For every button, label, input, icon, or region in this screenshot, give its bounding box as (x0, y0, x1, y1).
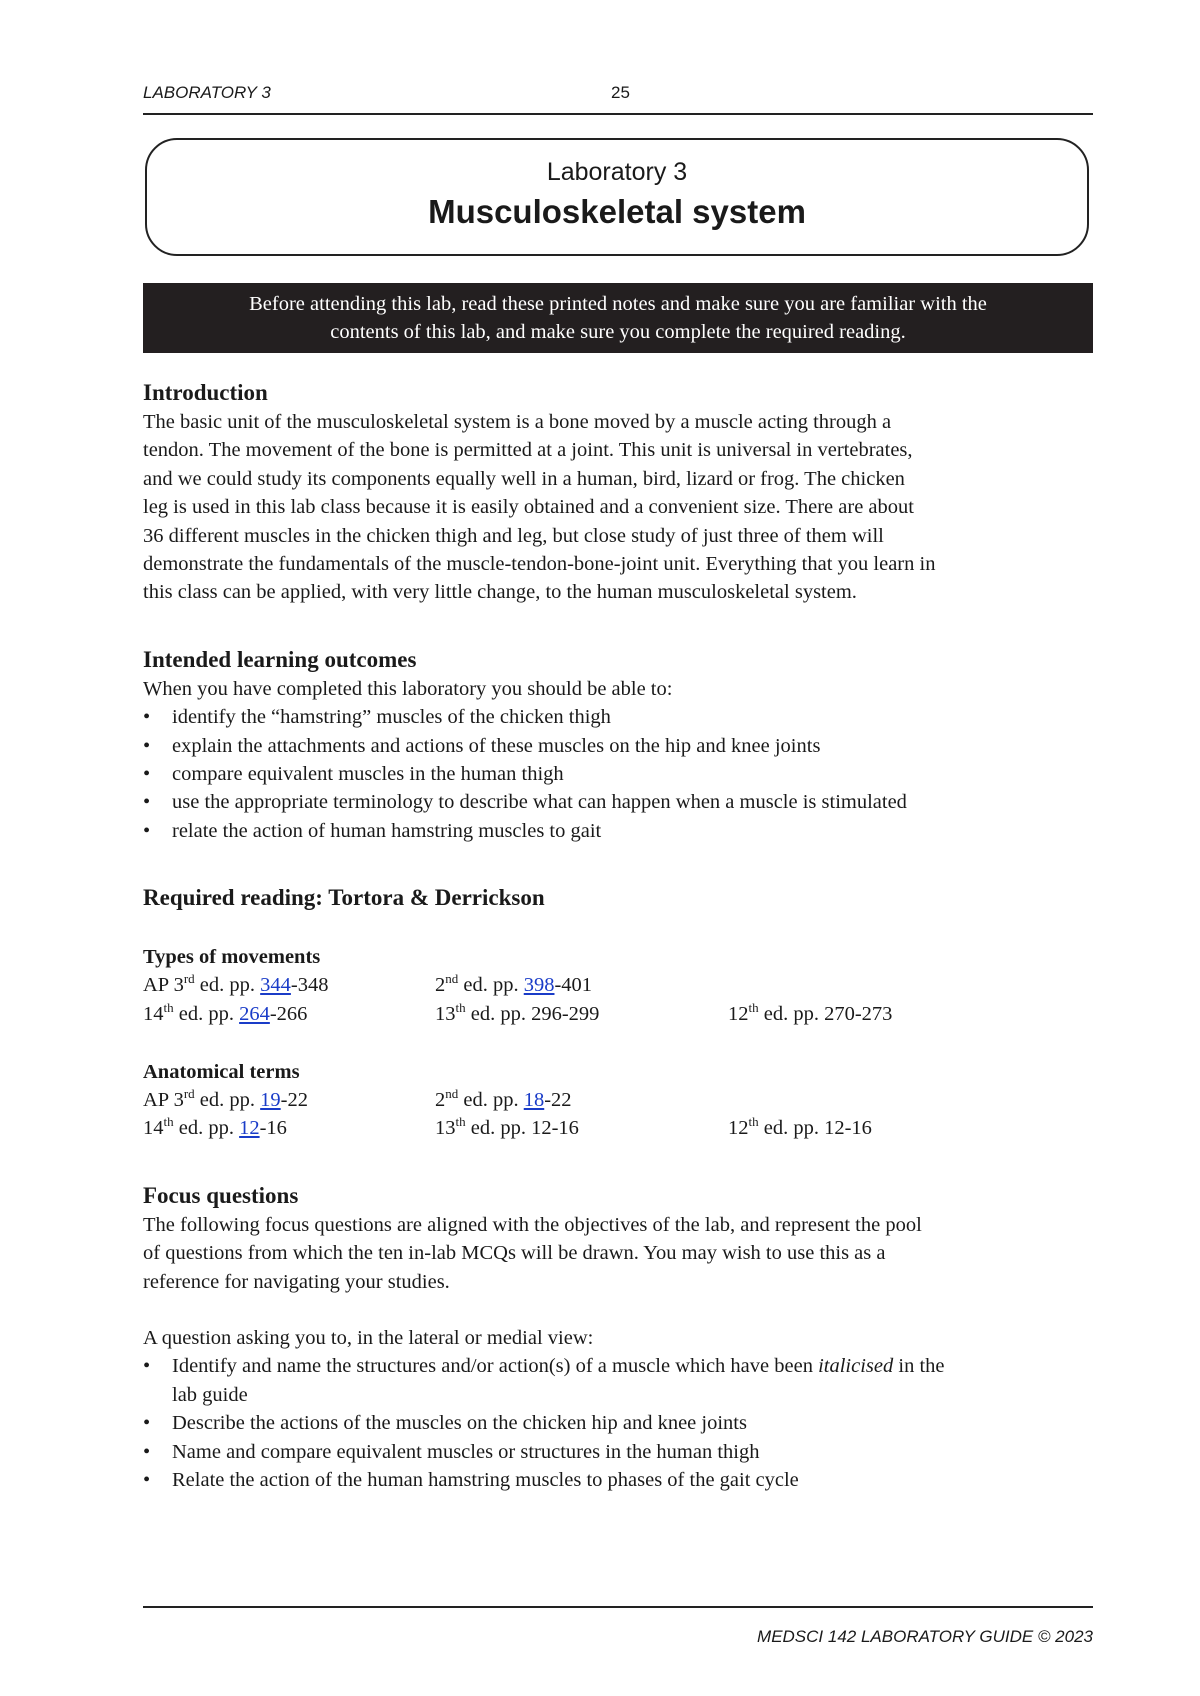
bullet-icon: • (143, 791, 151, 814)
header-rule (143, 113, 1093, 115)
reading-ref: AP 3rd ed. pp. 344-348 (143, 971, 329, 997)
reading-ref: AP 3rd ed. pp. 19-22 (143, 1086, 308, 1112)
bullet-icon: • (143, 706, 151, 729)
page-number: 25 (611, 83, 630, 102)
introduction-section (143, 378, 1098, 607)
paragraph-line: The basic unit of the musculoskeletal system is a bone moved by a muscle acting through a (143, 411, 892, 433)
section-heading: Intended learning outcomes (143, 646, 417, 672)
notice-line: contents of this lab, and make sure you complete the required reading. (330, 321, 906, 343)
focus-questions-section (143, 1181, 1098, 1495)
page-link[interactable]: 344 (260, 974, 291, 997)
main-content (143, 378, 1098, 1495)
reading-ref: 12th ed. pp. 12-16 (728, 1114, 872, 1140)
page-link[interactable]: 12 (239, 1117, 260, 1140)
paragraph-line: tendon. The movement of the bone is permitted at a joint. This unit is universal in vertebrates, (143, 439, 913, 462)
page-title: Musculoskeletal system (428, 193, 806, 230)
bullet-icon: • (143, 1412, 151, 1435)
list-item: • Name and compare equivalent muscles or structures in the human thigh (143, 1438, 1098, 1466)
reading-ref: 13th ed. pp. 12-16 (435, 1114, 579, 1140)
list-item: • use the appropriate terminology to describe what can happen when a muscle is stimulated (143, 788, 1098, 816)
list-item: • Identify and name the structures and/or action(s) of a muscle which have been italicised in the lab guide (143, 1352, 1098, 1409)
header-lab-label: LABORATORY 3 (143, 83, 271, 102)
bullet-icon: • (143, 1355, 151, 1378)
title-box (145, 138, 1089, 256)
reading-row (143, 1000, 1098, 1028)
list-item: • identify the “hamstring” muscles of the chicken thigh (143, 703, 1098, 731)
subsection-heading: Types of movements (143, 946, 321, 969)
learning-outcomes-section (143, 645, 1098, 845)
page-link[interactable]: 19 (260, 1089, 281, 1112)
footer-rule (143, 1606, 1093, 1608)
outcomes-intro: When you have completed this laboratory you should be able to: (143, 677, 673, 700)
reading-row (143, 971, 1098, 999)
list-item: • relate the action of human hamstring muscles to gait (143, 817, 1098, 845)
reading-row (143, 1114, 1098, 1142)
page-footer: MEDSCI 142 LABORATORY GUIDE © 2023 (757, 1627, 1093, 1646)
question-intro: A question asking you to, in the lateral or medial view: (143, 1327, 594, 1350)
subsection-heading: Anatomical terms (143, 1061, 300, 1084)
lab-number: Laboratory 3 (546, 158, 688, 186)
paragraph-line: this class can be applied, with very little change, to the human musculoskeletal system. (143, 581, 857, 604)
paragraph-line: of questions from which the ten in-lab MCQs will be drawn. You may wish to use this as a (143, 1242, 886, 1265)
reading-row (143, 1086, 1098, 1114)
paragraph-line: The following focus questions are aligned with the objectives of the lab, and represent the pool (143, 1213, 922, 1236)
running-header (143, 83, 1093, 103)
notice-line: Before attending this lab, read these printed notes and make sure you are familiar with the (249, 293, 987, 315)
list-item: • Describe the actions of the muscles on the chicken hip and knee joints (143, 1409, 1098, 1437)
paragraph-line: demonstrate the fundamentals of the muscle-tendon-bone-joint unit. Everything that you learn in (143, 553, 936, 576)
outcomes-list (143, 703, 1098, 845)
reading-ref: 14th ed. pp. 12-16 (143, 1114, 287, 1140)
bullet-icon: • (143, 1469, 151, 1492)
focus-list (143, 1352, 1098, 1494)
reading-ref: 2nd ed. pp. 18-22 (435, 1086, 572, 1112)
page-link[interactable]: 398 (523, 974, 555, 997)
paragraph-line: reference for navigating your studies. (143, 1270, 450, 1293)
paragraph-line: leg is used in this lab class because it is easily obtained and a convenient size. There are about (143, 496, 914, 519)
bullet-icon: • (143, 763, 151, 786)
list-item: • compare equivalent muscles in the human thigh (143, 760, 1098, 788)
bullet-icon: • (143, 819, 151, 842)
paragraph-line: and we could study its components equally well in a human, bird, lizard or frog. The chicken (143, 467, 905, 490)
page-link[interactable]: 18 (523, 1089, 545, 1112)
bullet-icon: • (143, 1440, 151, 1463)
section-heading: Introduction (143, 380, 268, 405)
section-heading: Focus questions (143, 1182, 299, 1208)
reading-ref: 12th ed. pp. 270-273 (728, 999, 893, 1025)
list-item: • explain the attachments and actions of these muscles on the hip and knee joints (143, 732, 1098, 760)
reading-ref: 13th ed. pp. 296-299 (435, 999, 600, 1025)
pre-lab-notice (143, 283, 1093, 353)
required-reading-section (143, 883, 1098, 1143)
reading-ref: 14th ed. pp. 264-266 (143, 999, 308, 1025)
paragraph-line: 36 different muscles in the chicken thigh and leg, but close study of just three of them will (143, 524, 884, 547)
reading-ref: 2nd ed. pp. 398-401 (435, 971, 593, 997)
bullet-icon: • (143, 734, 151, 757)
list-item: • Relate the action of the human hamstring muscles to phases of the gait cycle (143, 1466, 1098, 1494)
page-link[interactable]: 264 (239, 1002, 270, 1025)
section-heading: Required reading: Tortora & Derrickson (143, 885, 545, 911)
